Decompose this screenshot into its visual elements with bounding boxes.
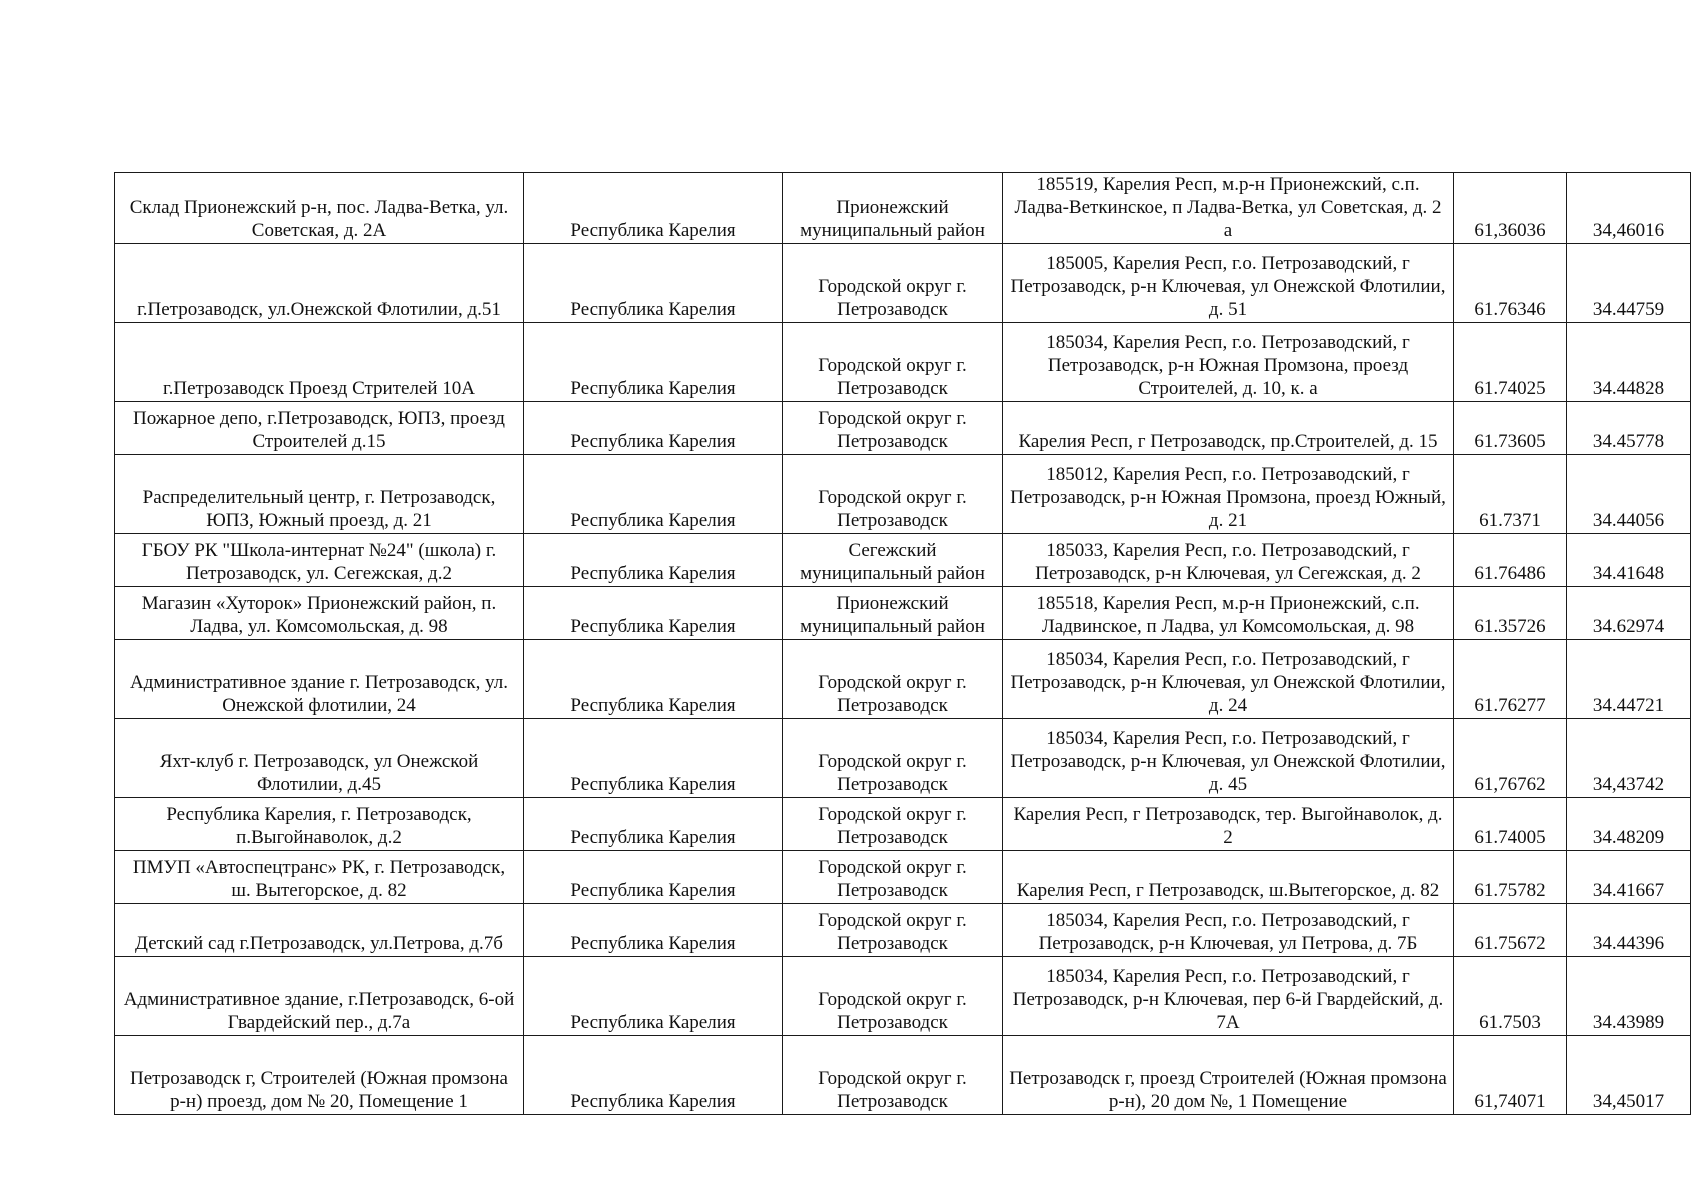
district-cell: Городской округ г. Петрозаводск (783, 798, 1003, 851)
region-cell: Республика Карелия (524, 455, 783, 534)
latitude-cell: 61.7503 (1454, 957, 1567, 1036)
object-name-cell: Петрозаводск г, Строителей (Южная промзона р-н) проезд, дом № 20, Помещение 1 (115, 1036, 524, 1115)
district-cell: Городской округ г. Петрозаводск (783, 719, 1003, 798)
table-row (115, 957, 1691, 1036)
object-name-cell: г.Петрозаводск Проезд Стрителей 10А (115, 323, 524, 402)
latitude-cell: 61.76277 (1454, 640, 1567, 719)
longitude-cell: 34.44759 (1567, 244, 1691, 323)
district-cell: Городской округ г. Петрозаводск (783, 244, 1003, 323)
district-cell: Городской округ г. Петрозаводск (783, 640, 1003, 719)
district-cell: Городской округ г. Петрозаводск (783, 904, 1003, 957)
object-name-cell: Республика Карелия, г. Петрозаводск, п.Выгойнаволок, д.2 (115, 798, 524, 851)
table-row (115, 534, 1691, 587)
longitude-cell: 34.48209 (1567, 798, 1691, 851)
object-name-cell: Административное здание г. Петрозаводск, ул. Онежской флотилии, 24 (115, 640, 524, 719)
longitude-cell: 34.44396 (1567, 904, 1691, 957)
object-name-cell: Пожарное депо, г.Петрозаводск, ЮПЗ, проезд Строителей д.15 (115, 402, 524, 455)
table-row (115, 1036, 1691, 1115)
address-cell: Карелия Респ, г Петрозаводск, пр.Строителей, д. 15 (1003, 402, 1454, 455)
longitude-cell: 34,43742 (1567, 719, 1691, 798)
address-cell: Карелия Респ, г Петрозаводск, ш.Вытегорское, д. 82 (1003, 851, 1454, 904)
longitude-cell: 34.41648 (1567, 534, 1691, 587)
longitude-cell: 34.44828 (1567, 323, 1691, 402)
longitude-cell: 34,45017 (1567, 1036, 1691, 1115)
objects-table (114, 172, 1691, 1115)
longitude-cell: 34.62974 (1567, 587, 1691, 640)
district-cell: Городской округ г. Петрозаводск (783, 402, 1003, 455)
table-row (115, 719, 1691, 798)
region-cell: Республика Карелия (524, 640, 783, 719)
region-cell: Республика Карелия (524, 851, 783, 904)
region-cell: Республика Карелия (524, 719, 783, 798)
region-cell: Республика Карелия (524, 798, 783, 851)
address-cell: 185034, Карелия Респ, г.о. Петрозаводский, г Петрозаводск, р-н Ключевая, ул Петрова, д. 7Б (1003, 904, 1454, 957)
object-name-cell: Склад Прионежский р-н, пос. Ладва-Ветка, ул. Советская, д. 2А (115, 173, 524, 244)
region-cell: Республика Карелия (524, 587, 783, 640)
latitude-cell: 61,36036 (1454, 173, 1567, 244)
latitude-cell: 61.35726 (1454, 587, 1567, 640)
object-name-cell: ПМУП «Автоспецтранс» РК, г. Петрозаводск, ш. Вытегорское, д. 82 (115, 851, 524, 904)
region-cell: Республика Карелия (524, 904, 783, 957)
object-name-cell: Детский сад г.Петрозаводск, ул.Петрова, д.7б (115, 904, 524, 957)
region-cell: Республика Карелия (524, 1036, 783, 1115)
district-cell: Прионежский муниципальный район (783, 587, 1003, 640)
table-row (115, 640, 1691, 719)
object-name-cell: Магазин «Хуторок» Прионежский район, п. Ладва, ул. Комсомольская, д. 98 (115, 587, 524, 640)
address-cell: 185012, Карелия Респ, г.о. Петрозаводский, г Петрозаводск, р-н Южная Промзона, проезд Южный, д. 21 (1003, 455, 1454, 534)
latitude-cell: 61.74005 (1454, 798, 1567, 851)
address-cell: 185034, Карелия Респ, г.о. Петрозаводский, г Петрозаводск, р-н Ключевая, ул Онежской Флотилии, д. 24 (1003, 640, 1454, 719)
latitude-cell: 61,76762 (1454, 719, 1567, 798)
table-row (115, 851, 1691, 904)
district-cell: Городской округ г. Петрозаводск (783, 957, 1003, 1036)
latitude-cell: 61.74025 (1454, 323, 1567, 402)
longitude-cell: 34.41667 (1567, 851, 1691, 904)
table-row (115, 455, 1691, 534)
address-cell: Карелия Респ, г Петрозаводск, тер. Выгойнаволок, д. 2 (1003, 798, 1454, 851)
district-cell: Городской округ г. Петрозаводск (783, 851, 1003, 904)
district-cell: Городской округ г. Петрозаводск (783, 1036, 1003, 1115)
region-cell: Республика Карелия (524, 534, 783, 587)
object-name-cell: г.Петрозаводск, ул.Онежской Флотилии, д.51 (115, 244, 524, 323)
region-cell: Республика Карелия (524, 323, 783, 402)
longitude-cell: 34.45778 (1567, 402, 1691, 455)
latitude-cell: 61,74071 (1454, 1036, 1567, 1115)
object-name-cell: Административное здание, г.Петрозаводск, 6-ой Гвардейский пер., д.7а (115, 957, 524, 1036)
district-cell: Прионежский муниципальный район (783, 173, 1003, 244)
latitude-cell: 61.7371 (1454, 455, 1567, 534)
district-cell: Городской округ г. Петрозаводск (783, 455, 1003, 534)
address-cell: 185034, Карелия Респ, г.о. Петрозаводский, г Петрозаводск, р-н Южная Промзона, проезд Строителей, д. 10, к. а (1003, 323, 1454, 402)
region-cell: Республика Карелия (524, 173, 783, 244)
latitude-cell: 61.75672 (1454, 904, 1567, 957)
address-cell: 185034, Карелия Респ, г.о. Петрозаводский, г Петрозаводск, р-н Ключевая, пер 6-й Гвардейский, д. 7А (1003, 957, 1454, 1036)
address-cell: 185033, Карелия Респ, г.о. Петрозаводский, г Петрозаводск, р-н Ключевая, ул Сегежская, д. 2 (1003, 534, 1454, 587)
table-row (115, 798, 1691, 851)
district-cell: Городской округ г. Петрозаводск (783, 323, 1003, 402)
longitude-cell: 34.44721 (1567, 640, 1691, 719)
table-row (115, 173, 1691, 244)
object-name-cell: ГБОУ РК "Школа-интернат №24" (школа) г. Петрозаводск, ул. Сегежская, д.2 (115, 534, 524, 587)
address-cell: 185518, Карелия Респ, м.р-н Прионежский, с.п. Ладвинское, п Ладва, ул Комсомольская, д. 98 (1003, 587, 1454, 640)
address-cell: 185519, Карелия Респ, м.р-н Прионежский, с.п. Ладва-Веткинское, п Ладва-Ветка, ул Советская, д. 2 а (1003, 173, 1454, 244)
object-name-cell: Распределительный центр, г. Петрозаводск, ЮПЗ, Южный проезд, д. 21 (115, 455, 524, 534)
address-cell: Петрозаводск г, проезд Строителей (Южная промзона р-н), 20 дом №, 1 Помещение (1003, 1036, 1454, 1115)
object-name-cell: Яхт-клуб г. Петрозаводск, ул Онежской Флотилии, д.45 (115, 719, 524, 798)
latitude-cell: 61.76346 (1454, 244, 1567, 323)
latitude-cell: 61.75782 (1454, 851, 1567, 904)
region-cell: Республика Карелия (524, 957, 783, 1036)
table-row (115, 323, 1691, 402)
table-row (115, 904, 1691, 957)
longitude-cell: 34.44056 (1567, 455, 1691, 534)
table-row (115, 587, 1691, 640)
table-row (115, 244, 1691, 323)
table-row (115, 402, 1691, 455)
longitude-cell: 34.43989 (1567, 957, 1691, 1036)
latitude-cell: 61.76486 (1454, 534, 1567, 587)
address-cell: 185034, Карелия Респ, г.о. Петрозаводский, г Петрозаводск, р-н Ключевая, ул Онежской Флотилии, д. 45 (1003, 719, 1454, 798)
longitude-cell: 34,46016 (1567, 173, 1691, 244)
region-cell: Республика Карелия (524, 244, 783, 323)
district-cell: Сегежский муниципальный район (783, 534, 1003, 587)
region-cell: Республика Карелия (524, 402, 783, 455)
address-cell: 185005, Карелия Респ, г.о. Петрозаводский, г Петрозаводск, р-н Ключевая, ул Онежской Флотилии, д. 51 (1003, 244, 1454, 323)
latitude-cell: 61.73605 (1454, 402, 1567, 455)
